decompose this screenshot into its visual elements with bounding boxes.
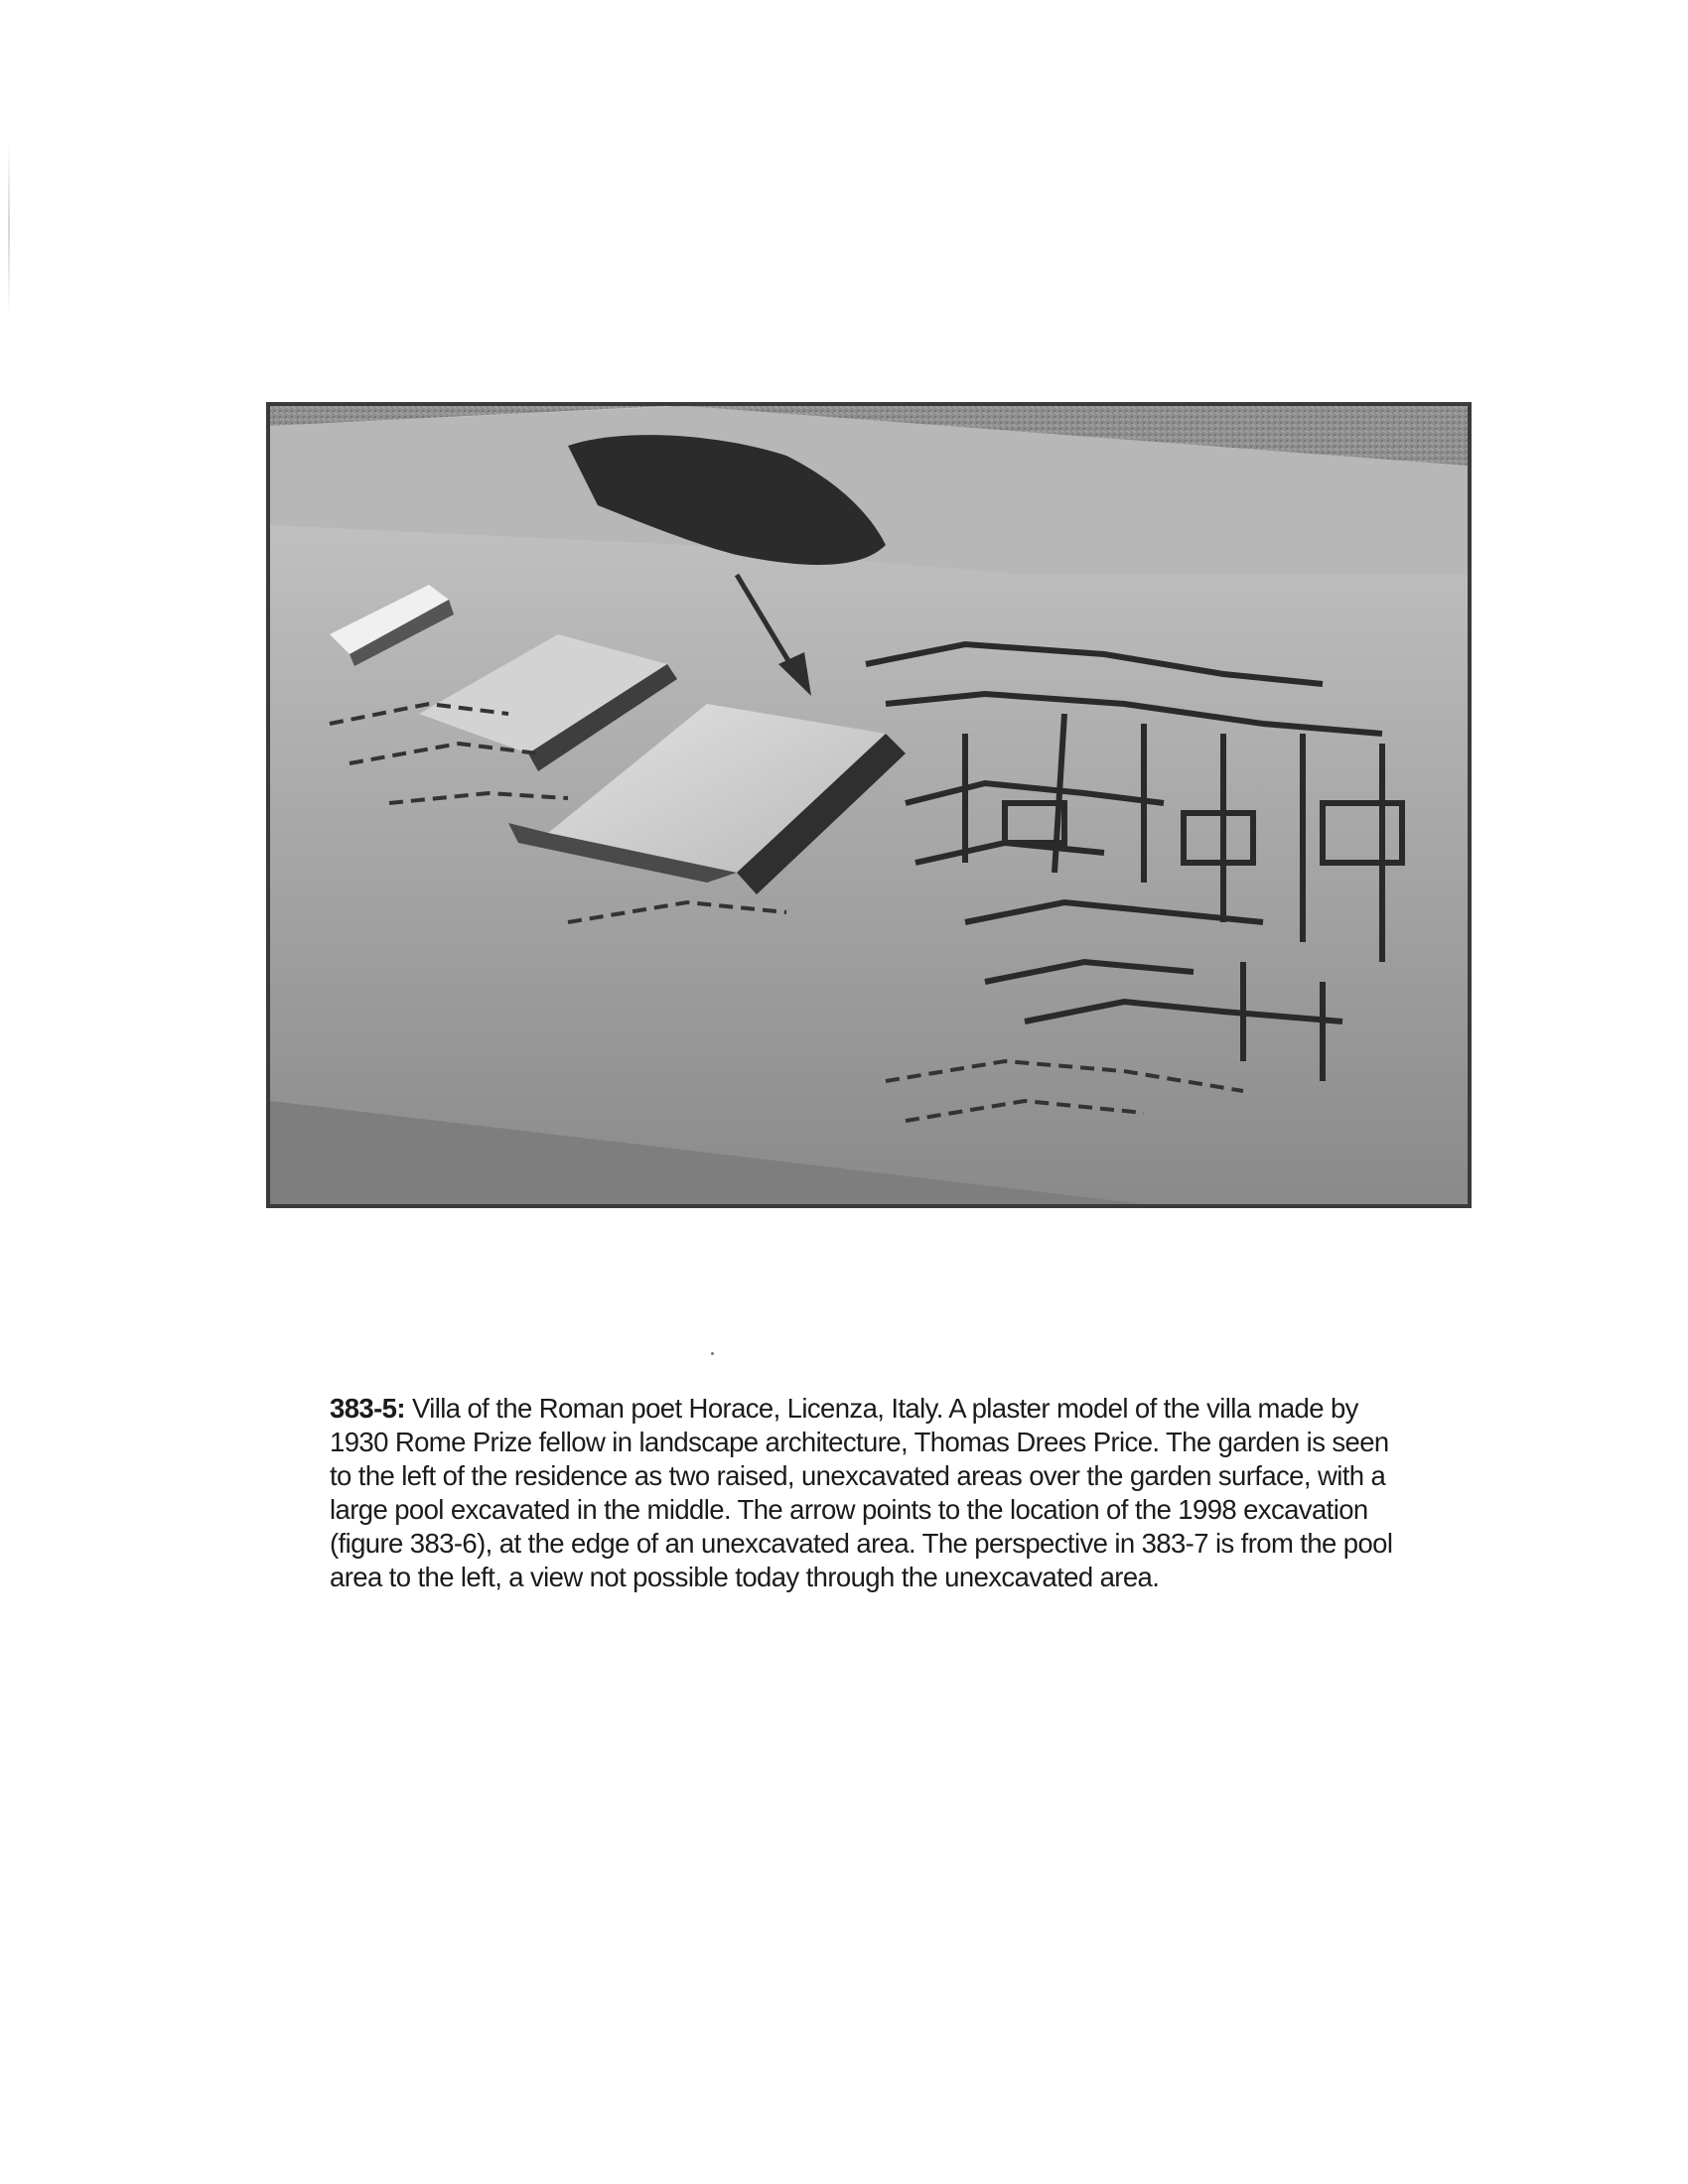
villa-model-photograph [266, 402, 1472, 1208]
caption-text: Villa of the Roman poet Horace, Licenza, Italy. A plaster model of the villa made by 1930 Rome Prize fellow in landscape architecture, Thomas Drees Price. The garden is seen to the left of the residence as two raised, unexcavated areas over the garden surface, with a large pool excavated in the middle. The arrow points to the location of the 1998 excavation (figure 383-6), at the edge of an unexcavated area. The perspective in 383-7 is from the pool area to the left, a view not possible today through the unexcavated area. [330, 1393, 1393, 1592]
figure-caption [330, 1392, 1412, 1594]
scan-edge-shadow [8, 139, 10, 318]
figure-number: 383-5: [330, 1393, 405, 1424]
scan-speck [711, 1352, 714, 1355]
plaster-model-image [270, 406, 1468, 1204]
